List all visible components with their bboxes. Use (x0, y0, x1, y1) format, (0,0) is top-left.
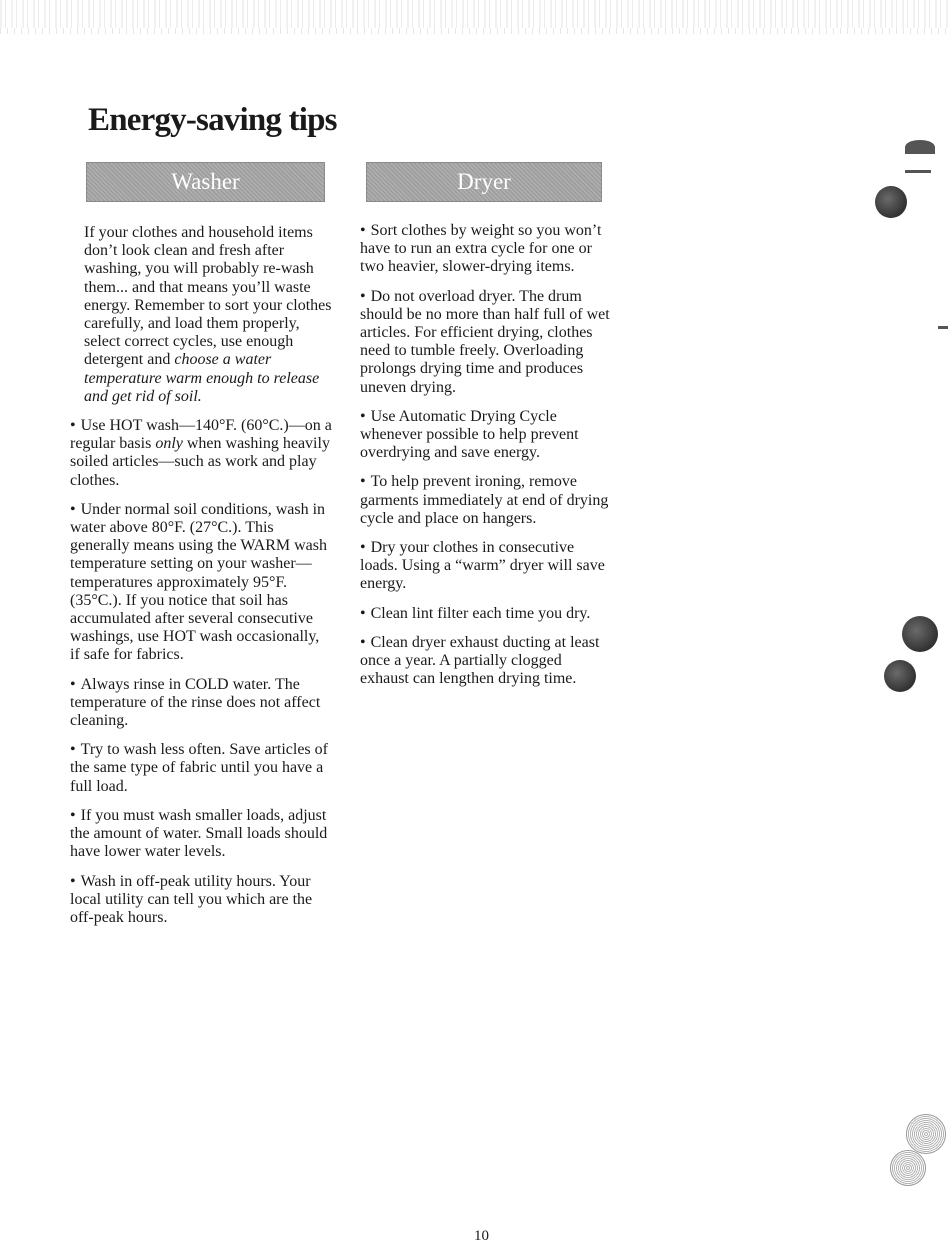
washer-tip: • Under normal soil conditions, wash in water above 80°F. (27°C.). This generally means using the WARM wash temperature setting on your washer—temperatures approximately 95°F. (35°C.). If you notice that soil has accumulated after several consecutive washings, use HOT wash occasionally, if safe for fabrics. (70, 501, 332, 665)
punch-hole (902, 616, 938, 652)
washer-intro (70, 224, 332, 406)
dryer-tip: • To help prevent ironing, remove garments immediately at end of drying cycle and place on hangers. (360, 473, 610, 528)
punch-hole (875, 186, 907, 218)
page-number: 10 (474, 1228, 489, 1244)
scan-artifact-top-line (0, 28, 950, 34)
dryer-tip: • Do not overload dryer. The drum should be no more than half full of wet articles. For efficient drying, clothes need to tumble freely. Overloading prolongs drying time and produces uneven drying. (360, 288, 610, 397)
dryer-tip: • Use Automatic Drying Cycle whenever possible to help prevent overdrying and save energy. (360, 408, 610, 463)
washer-tip: • Wash in off-peak utility hours. Your local utility can tell you which are the off-peak hours. (70, 873, 332, 928)
dryer-heading: Dryer (457, 169, 511, 194)
washer-tip-hot (70, 417, 332, 490)
washer-tip-hot-emphasis: only (155, 435, 183, 453)
binding-mark (905, 170, 931, 173)
washer-tip-hot-text: Use HOT wash—140°F. (60°C.)—on a regular basis (70, 417, 332, 453)
dryer-tip: • Dry your clothes in consecutive loads. Using a “warm” dryer will save energy. (360, 539, 610, 594)
binding-mark (905, 140, 935, 154)
washer-heading: Washer (171, 169, 240, 194)
dryer-tip: • Sort clothes by weight so you won’t have to run an extra cycle for one or two heavier, slower-drying items. (360, 222, 610, 277)
washer-tip: • Always rinse in COLD water. The temperature of the rinse does not affect cleaning. (70, 676, 332, 731)
punch-hole (884, 660, 916, 692)
dryer-tip: • Clean dryer exhaust ducting at least once a year. A partially clogged exhaust can lengthen drying time. (360, 634, 610, 689)
washer-heading-banner (86, 162, 325, 202)
washer-tip-hot-text-end: when washing heavily soiled articles—such as work and play clothes. (70, 435, 330, 489)
binding-mark (938, 326, 948, 329)
dryer-column (360, 222, 610, 699)
washer-tip: • Try to wash less often. Save articles of the same type of fabric until you have a full load. (70, 741, 332, 796)
punch-hole (890, 1150, 926, 1186)
punch-hole (906, 1114, 946, 1154)
washer-intro-emphasis: choose a water temperature warm enough to release and get rid of soil. (84, 351, 320, 405)
dryer-tip: • Clean lint filter each time you dry. (360, 605, 610, 623)
washer-column (70, 224, 332, 938)
washer-intro-text: If your clothes and household items don’t look clean and fresh after washing, you will probably re-wash them... and that means you’ll waste energy. Remember to sort your clothes carefully, and load them properly, select correct cycles, use enough detergent and (84, 224, 332, 369)
page-title: Energy-saving tips (88, 102, 337, 138)
washer-tip: • If you must wash smaller loads, adjust the amount of water. Small loads should have lower water levels. (70, 807, 332, 862)
dryer-heading-banner (366, 162, 602, 202)
scan-artifact-top (0, 0, 950, 28)
